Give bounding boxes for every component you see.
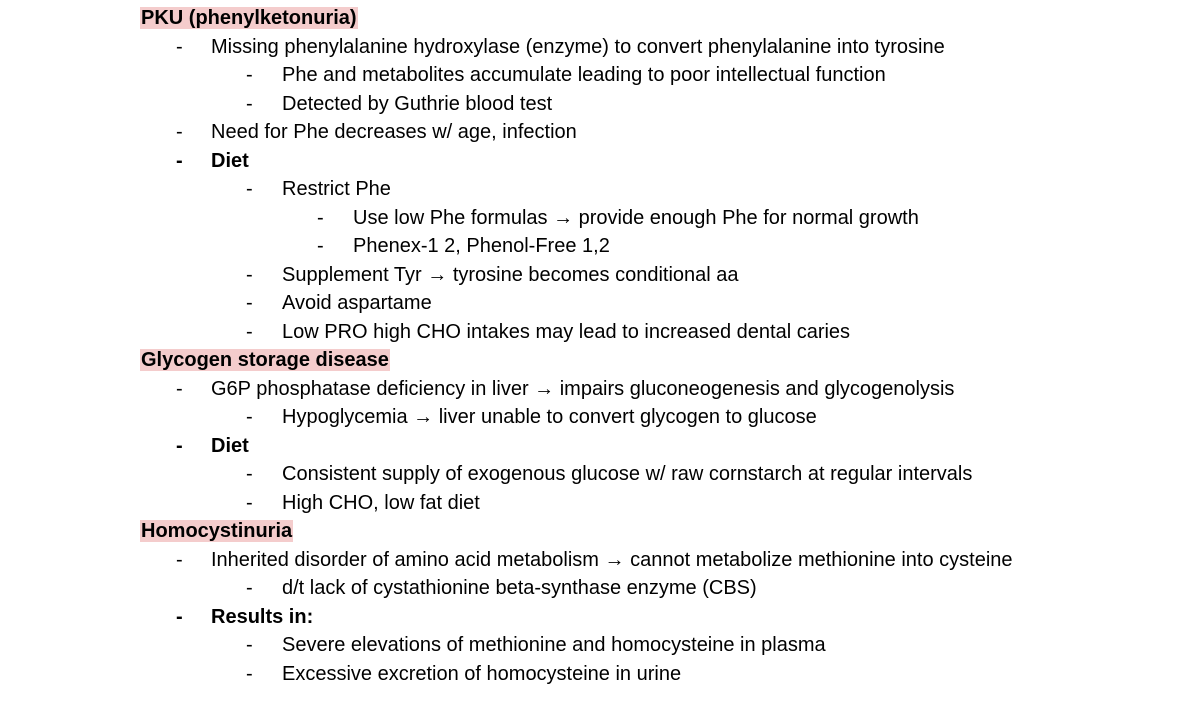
document-page <box>0 4 1200 688</box>
list-item <box>0 90 1200 119</box>
bullet-dash: - <box>246 406 253 428</box>
bullet-dash: - <box>246 178 253 200</box>
list-item <box>0 61 1200 90</box>
list-item <box>0 660 1200 689</box>
bullet-dash: - <box>246 662 253 685</box>
bullet-dash: - <box>246 634 253 656</box>
bullet-dash: - <box>246 64 253 86</box>
list-item-text: Phe and metabolites accumulate leading to poor intellectual function <box>282 64 886 86</box>
list-item <box>0 432 1200 461</box>
list-item <box>0 375 1200 404</box>
list-item-text: Supplement Tyr → tyrosine becomes conditional aa <box>282 263 739 286</box>
list-item-text: Phenex-1 2, Phenol-Free 1,2 <box>353 235 610 257</box>
list-item <box>0 33 1200 62</box>
bullet-dash: - <box>246 320 253 343</box>
list-item-text: d/t lack of cystathionine beta-synthase enzyme (CBS) <box>282 577 757 599</box>
bullet-dash: - <box>246 292 253 314</box>
bullet-dash: - <box>176 434 183 457</box>
bullet-dash: - <box>317 235 324 257</box>
list-item <box>0 118 1200 147</box>
list-item <box>0 204 1200 233</box>
list-item <box>0 631 1200 660</box>
section <box>0 346 1200 517</box>
list-item-text: Diet <box>211 149 249 172</box>
list-item <box>0 460 1200 489</box>
bullet-dash: - <box>317 206 324 229</box>
list-item-text: Inherited disorder of amino acid metabolism → cannot metabolize methionine into cysteine <box>211 548 1013 571</box>
bullet-dash: - <box>246 463 253 485</box>
list-item <box>0 403 1200 432</box>
bullet-dash: - <box>176 121 183 143</box>
list-item <box>0 289 1200 318</box>
list-item-text: Low PRO high CHO intakes may lead to increased dental caries <box>282 320 851 343</box>
list-item <box>0 147 1200 176</box>
list-item <box>0 574 1200 603</box>
list-item <box>0 489 1200 518</box>
list-item-text: Detected by Guthrie blood test <box>282 92 553 115</box>
section <box>0 4 1200 346</box>
list-item <box>0 175 1200 204</box>
bullet-dash: - <box>176 548 183 571</box>
bullet-dash: - <box>246 92 253 115</box>
bullet-dash: - <box>176 377 183 400</box>
list-item <box>0 232 1200 261</box>
bullet-dash: - <box>176 35 183 58</box>
list-item-text: Diet <box>211 434 249 457</box>
list-item-text: G6P phosphatase deficiency in liver → impairs gluconeogenesis and glycogenolysis <box>211 377 955 400</box>
bullet-dash: - <box>176 605 183 628</box>
list-item-text: Use low Phe formulas → provide enough Phe for normal growth <box>353 206 919 229</box>
bullet-dash: - <box>176 149 183 172</box>
list-item <box>0 546 1200 575</box>
bullet-dash: - <box>246 491 253 514</box>
section-heading-text: PKU (phenylketonuria) <box>141 7 357 29</box>
section-heading <box>140 517 1200 546</box>
list-item-text: Restrict Phe <box>282 178 391 200</box>
list-item <box>0 261 1200 290</box>
section-heading <box>140 346 1200 375</box>
list-item <box>0 318 1200 347</box>
section-heading-text: Glycogen storage disease <box>141 349 389 371</box>
section-heading-text: Homocystinuria <box>141 520 293 542</box>
list-item-text: Severe elevations of methionine and homocysteine in plasma <box>282 634 826 656</box>
list-item-text: Missing phenylalanine hydroxylase (enzyme) to convert phenylalanine into tyrosine <box>211 35 945 58</box>
list-item-text: Excessive excretion of homocysteine in urine <box>282 662 682 685</box>
bullet-dash: - <box>246 263 253 286</box>
list-item-text: Avoid aspartame <box>282 292 432 314</box>
section-heading <box>140 4 1200 33</box>
list-item-text: Consistent supply of exogenous glucose w/ raw cornstarch at regular intervals <box>282 463 973 485</box>
section <box>0 517 1200 688</box>
list-item-text: Results in: <box>211 605 314 628</box>
bullet-dash: - <box>246 577 253 599</box>
list-item <box>0 603 1200 632</box>
list-item-text: High CHO, low fat diet <box>282 491 480 514</box>
list-item-text: Need for Phe decreases w/ age, infection <box>211 121 577 143</box>
list-item-text: Hypoglycemia → liver unable to convert glycogen to glucose <box>282 406 817 428</box>
